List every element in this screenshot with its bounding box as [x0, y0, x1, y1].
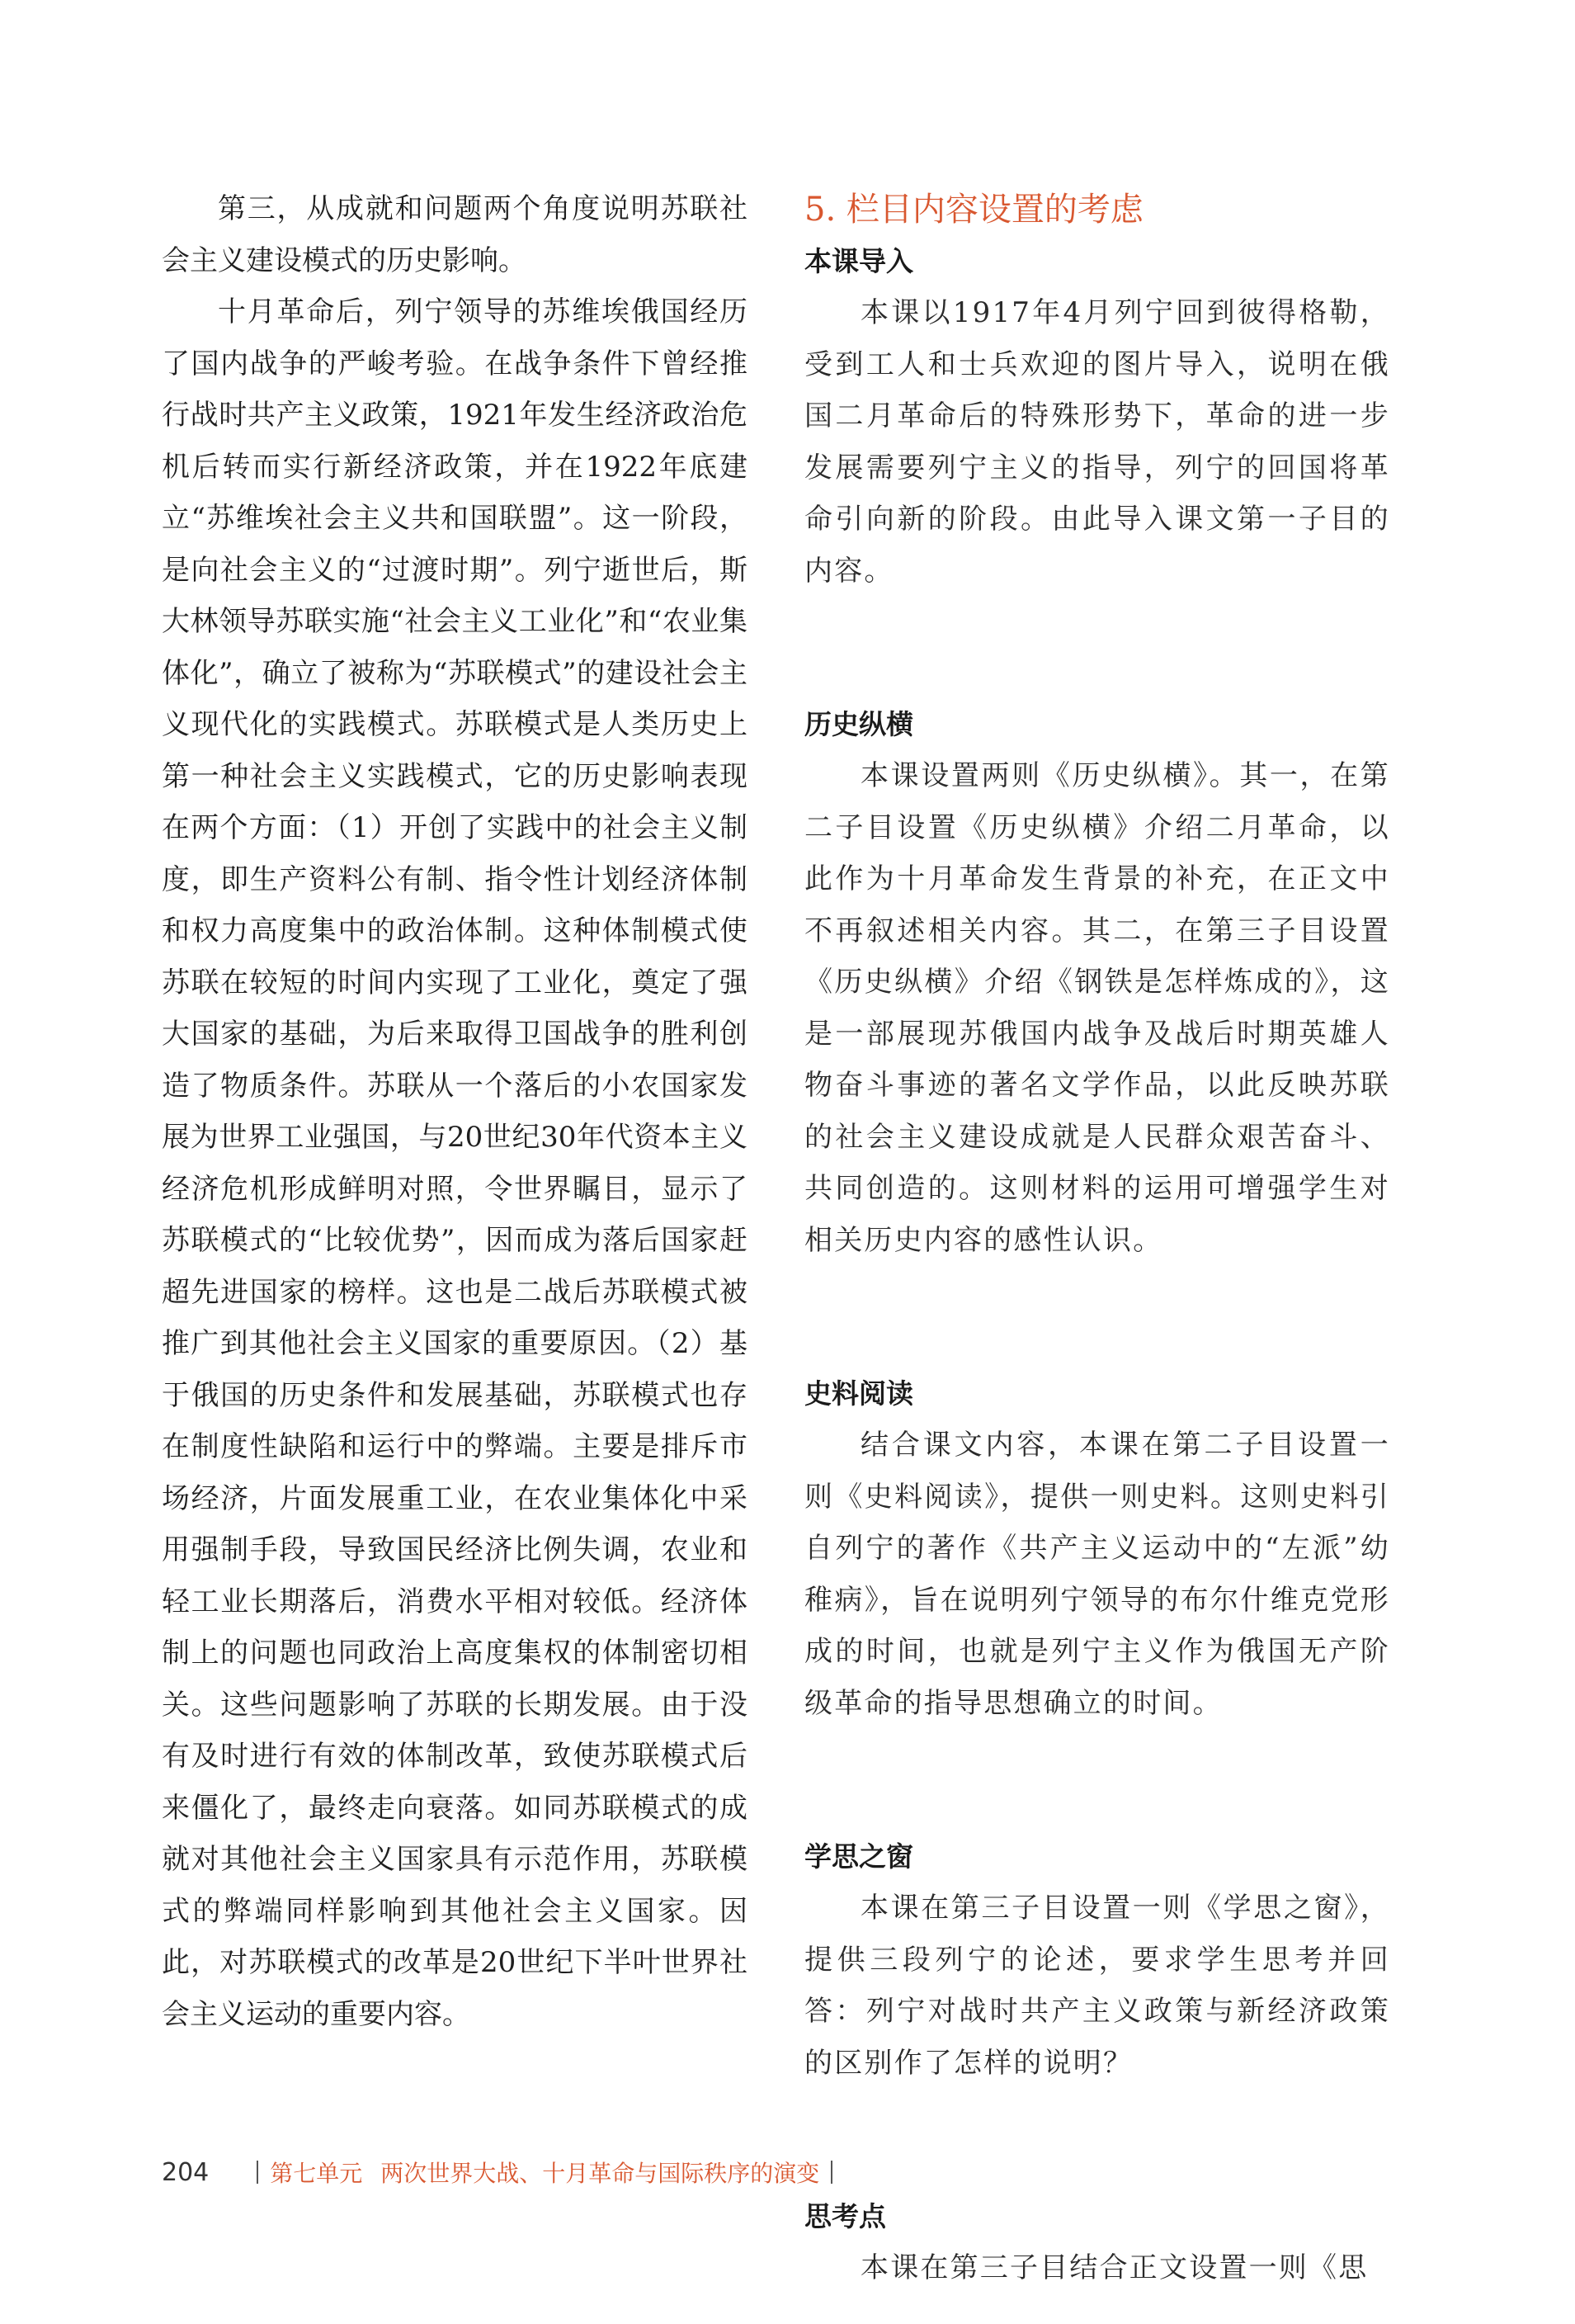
subsection-introduction	[804, 236, 1390, 597]
left-column	[162, 183, 747, 2040]
subsection-heading: 思考点	[804, 2200, 886, 2232]
subsection-text: 结合课文内容，本课在第二子目设置一则《史料阅读》，提供一则史料。这则史料引自列宁的著作《共产主义运动中的“左派”幼稚病》，旨在说明列宁领导的布尔什维克党形成的时间，也就是列宁主义作为俄国无产阶级革命的指导思想确立的时间。	[804, 1429, 1390, 1720]
right-column	[804, 183, 1390, 2294]
page-number: 204	[162, 2157, 210, 2187]
subsection-thinking-point	[804, 2191, 1390, 2294]
subsection-thinking-window	[804, 1831, 1390, 2089]
subsection-heading: 史料阅读	[804, 1377, 913, 1410]
section-title: 5. 栏目内容设置的考虑	[804, 191, 1144, 229]
subsection-heading: 本课导入	[804, 245, 913, 277]
footer-divider	[257, 2161, 258, 2184]
footer-unit-title: 两次世界大战、十月革命与国际秩序的演变	[380, 2160, 820, 2187]
subsection-text: 本课以1917年4月列宁回到彼得格勒，受到工人和士兵欢迎的图片导入，说明在俄国二月革命后的特殊形势下，革命的进一步发展需要列宁主义的指导，列宁的回国将革命引向新的阶段。由此导入课文第一子目的内容。	[804, 296, 1390, 588]
subsection-heading: 历史纵横	[804, 708, 913, 740]
subsection-text: 本课在第三子目结合正文设置一则《思	[861, 2251, 1369, 2284]
page-footer	[162, 2152, 844, 2192]
body-paragraph: 十月革命后，列宁领导的苏维埃俄国经历了国内战争的严峻考验。在战争条件下曾经推行战时共产主义政策，1921年发生经济政治危机后转而实行新经济政策，并在1922年底建立“苏维埃社会主义共和国联盟”。这一阶段，是向社会主义的“过渡时期”。列宁逝世后，斯大林领导苏联实施“社会主义工业化”和“农业集体化”，确立了被称为“苏联模式”的建设社会主义现代化的实践模式。苏联模式是人类历史上第一种社会主义实践模式，它的历史影响表现在两个方面：（1）开创了实践中的社会主义制度，即生产资料公有制、指令性计划经济体制和权力高度集中的政治体制。这种体制模式使苏联在较短的时间内实现了工业化，奠定了强大国家的基础，为后来取得卫国战争的胜利创造了物质条件。苏联从一个落后的小农国家发展为世界工业强国，与20世纪30年代资本主义经济危机形成鲜明对照，令世界瞩目，显示了苏联模式的“比较优势”，因而成为落后国家赶超先进国家的榜样。这也是二战后苏联模式被推广到其他社会主义国家的重要原因。（2）基于俄国的历史条件和发展基础，苏联模式也存在制度性缺陷和运行中的弊端。主要是排斥市场经济，片面发展重工业，在农业集体化中采用强制手段，导致国民经济比例失调，农业和轻工业长期落后，消费水平相对较低。经济体制上的问题也同政治上高度集权的体制密切相关。这些问题影响了苏联的长期发展。由于没有及时进行有效的体制改革，致使苏联模式后来僵化了，最终走向衰落。如同苏联模式的成就对其他社会主义国家具有示范作用，苏联模式的弊端同样影响到其他社会主义国家。因此，对苏联模式的改革是20世纪下半叶世界社会主义运动的重要内容。	[162, 295, 747, 2031]
subsection-text: 本课设置两则《历史纵横》。其一，在第二子目设置《历史纵横》介绍二月革命，以此作为十月革命发生背景的补充，在正文中不再叙述相关内容。其二，在第三子目设置《历史纵横》介绍《钢铁是怎样炼成的》，这是一部展现苏俄国内战争及战后时期英雄人物奋斗事迹的著名文学作品，以此反映苏联的社会主义建设成就是人民群众艰苦奋斗、共同创造的。这则材料的运用可增强学生对相关历史内容的感性认识。	[804, 759, 1390, 1257]
body-paragraph: 第三，从成就和问题两个角度说明苏联社会主义建设模式的历史影响。	[162, 192, 747, 277]
footer-divider	[831, 2161, 832, 2184]
subsection-history-overview	[804, 699, 1390, 1266]
subsection-source-reading	[804, 1368, 1390, 1729]
subsection-text: 本课在第三子目设置一则《学思之窗》，提供三段列宁的论述，要求学生思考并回答：列宁对战时共产主义政策与新经济政策的区别作了怎样的说明？	[804, 1892, 1390, 2080]
subsection-heading: 学思之窗	[804, 1840, 913, 1873]
footer-unit: 第七单元	[270, 2160, 363, 2187]
